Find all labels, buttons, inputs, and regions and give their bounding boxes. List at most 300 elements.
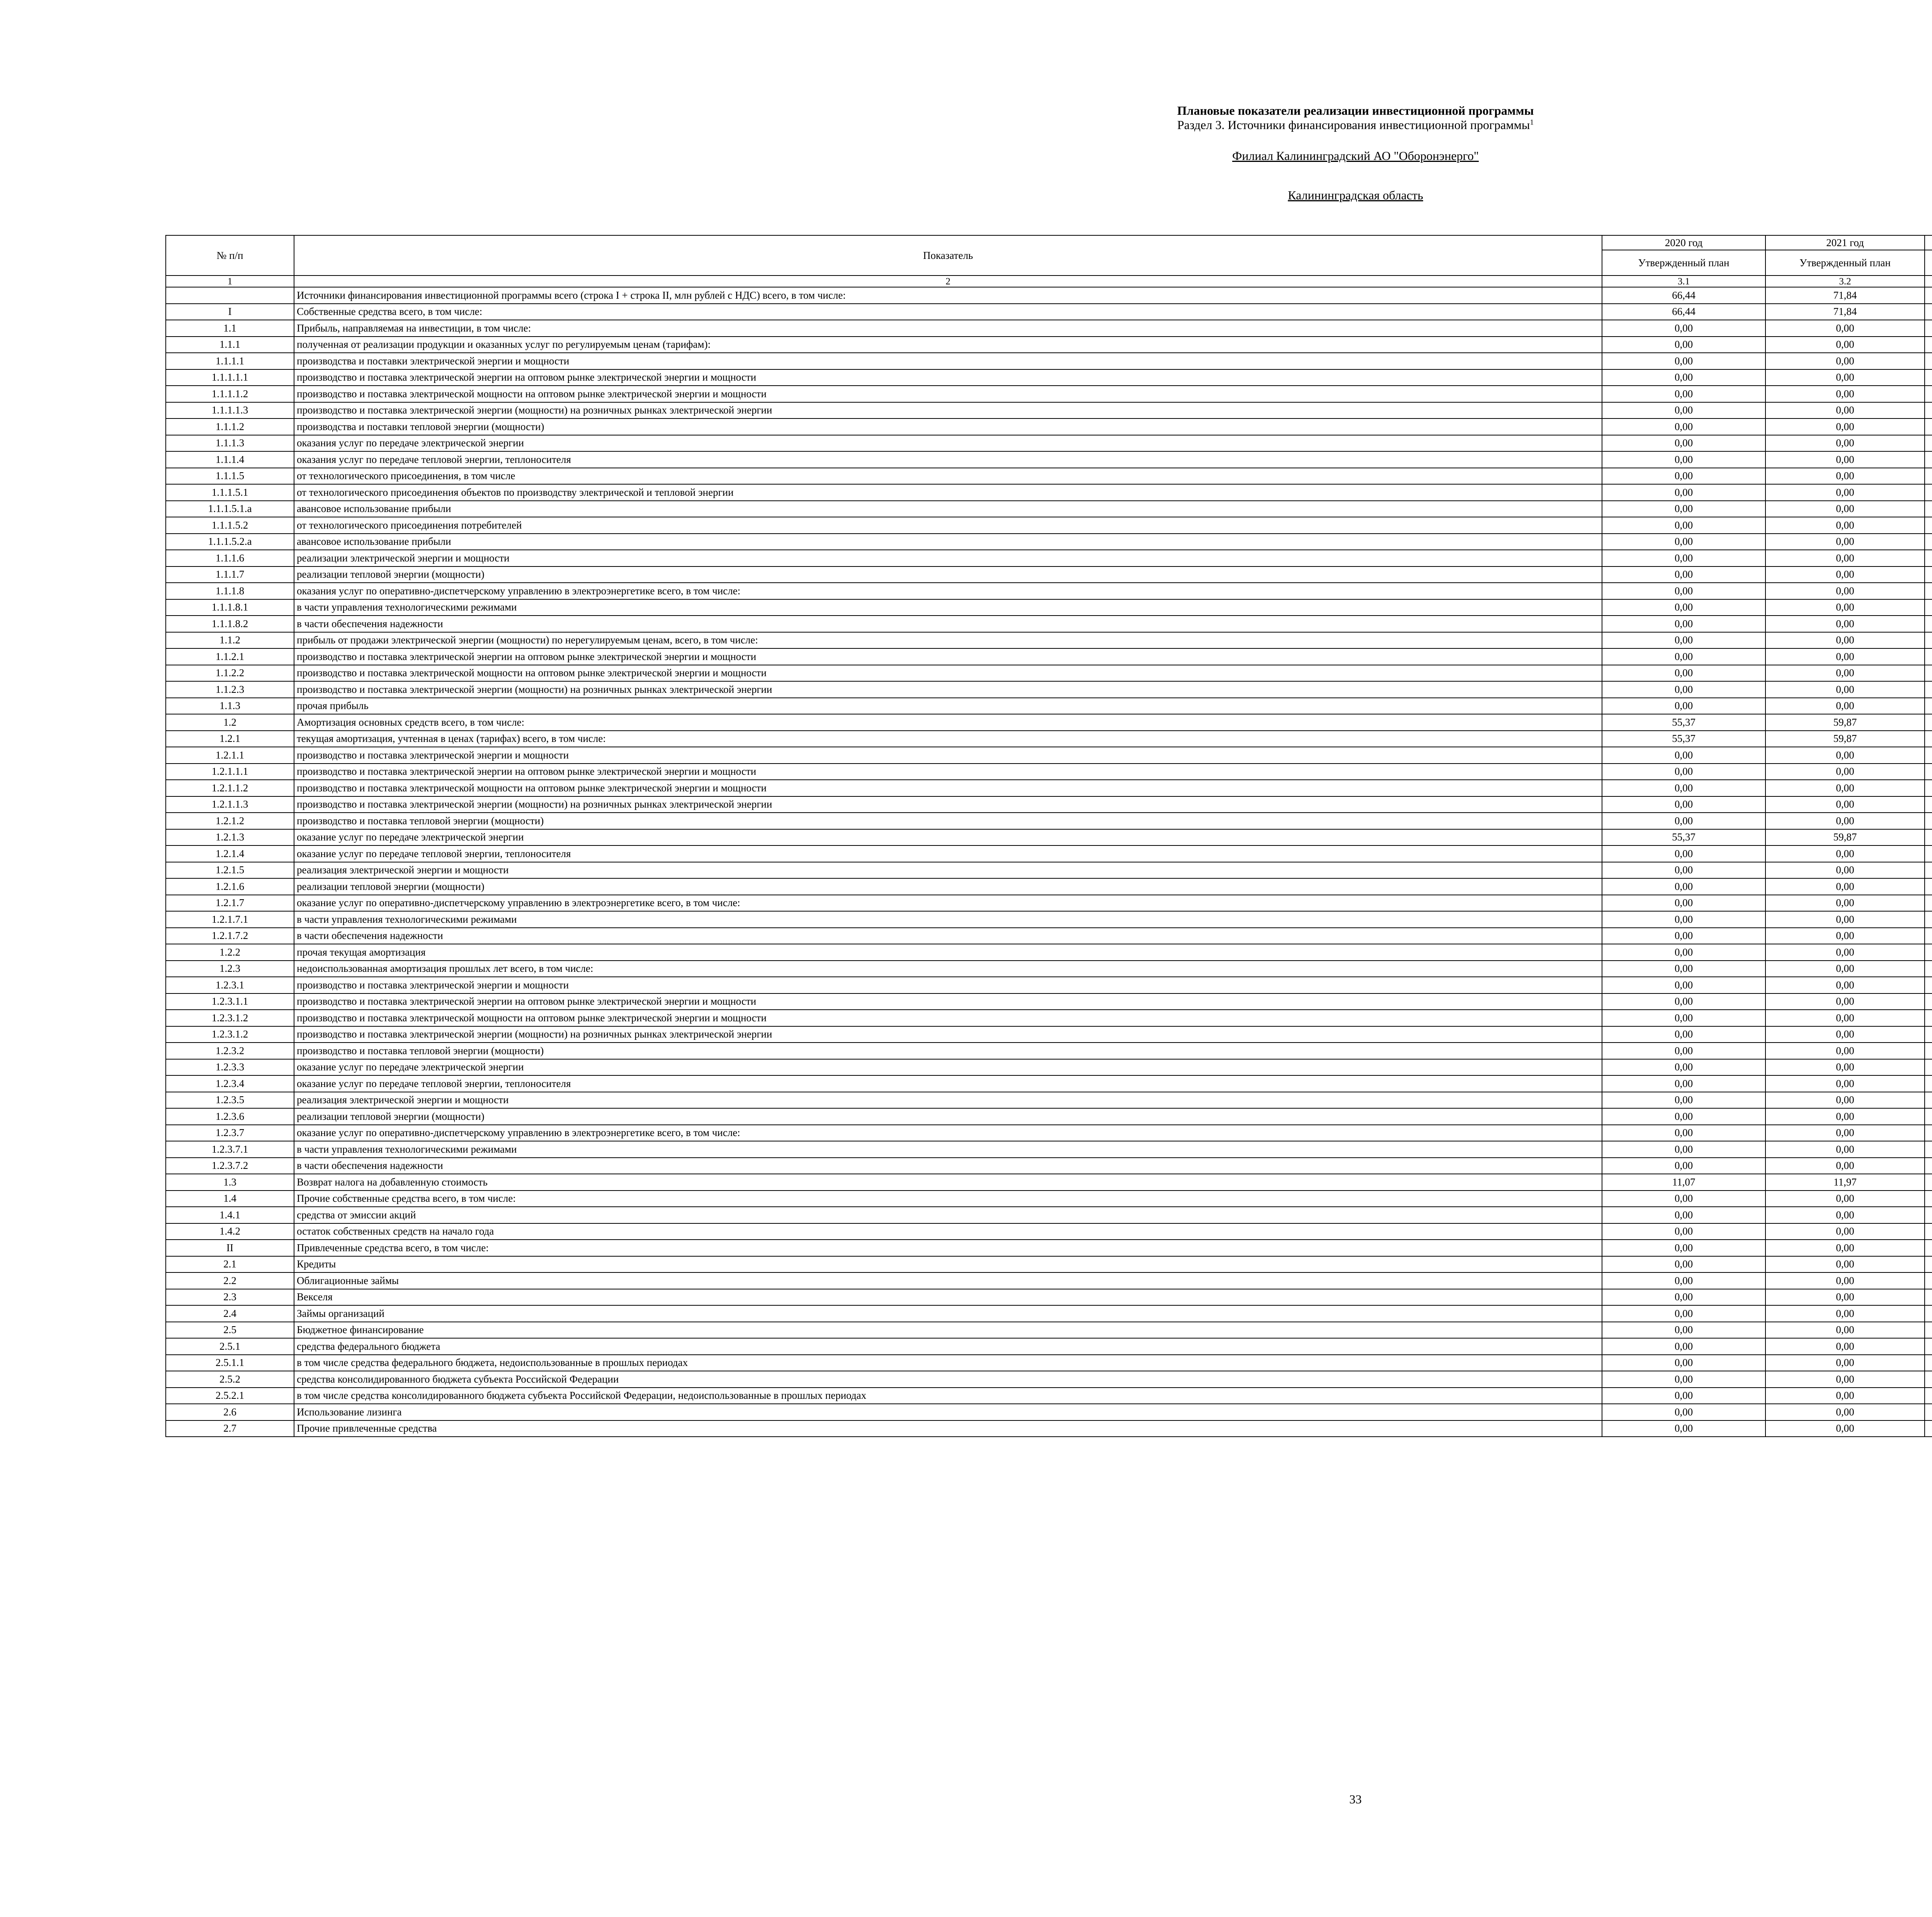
row-year-value: 0,00	[1765, 1256, 1925, 1273]
row-indicator: оказание услуг по передаче тепловой энергии, теплоносителя	[294, 1075, 1602, 1092]
row-year-value: 0,00	[1765, 862, 1925, 879]
row-indicator: оказание услуг по передаче электрической энергии	[294, 1059, 1602, 1076]
row-indicator: реализации тепловой энергии (мощности)	[294, 1108, 1602, 1125]
row-year-value: 0,00	[1602, 977, 1765, 993]
row-year-value: 0,00	[1765, 451, 1925, 468]
row-number: 1.2.3.1	[166, 977, 294, 993]
row-year-value: 0,00	[1765, 599, 1925, 616]
row-year-value: 0,00	[1765, 1322, 1925, 1339]
header-year-2020: 2020 год	[1602, 235, 1765, 250]
table-body	[166, 287, 1932, 1437]
row-year-value	[1925, 1289, 1932, 1306]
row-year-value: 0,00	[1765, 1420, 1925, 1437]
row-year-value: 0,00	[1602, 337, 1765, 353]
row-year-value: 0,00	[1765, 501, 1925, 517]
row-indicator: Собственные средства всего, в том числе:	[294, 304, 1602, 320]
table-row	[166, 1322, 1932, 1339]
column-number: 1	[166, 276, 294, 287]
row-year-value: 0,00	[1602, 993, 1765, 1010]
row-year-value: 0,00	[1765, 698, 1925, 714]
row-number: 1.2.3.7.2	[166, 1158, 294, 1174]
table-row	[166, 1256, 1932, 1273]
row-year-value: 0,00	[1765, 648, 1925, 665]
row-indicator: оказания услуг по передаче электрической энергии	[294, 435, 1602, 452]
row-year-value: 59,87	[1765, 731, 1925, 747]
row-year-value: 0,00	[1602, 1272, 1765, 1289]
row-year-value	[1925, 632, 1932, 649]
row-number: 2.1	[166, 1256, 294, 1273]
row-year-value	[1925, 1223, 1932, 1240]
row-year-value: 71,84	[1765, 304, 1925, 320]
row-number: 1.2.3.2	[166, 1043, 294, 1059]
row-indicator: производства и поставки тепловой энергии (мощности)	[294, 418, 1602, 435]
row-number: 1.1	[166, 320, 294, 337]
table-row	[166, 632, 1932, 649]
row-indicator: производство и поставка электрической энергии на оптовом рынке электрической энергии и мощности	[294, 648, 1602, 665]
row-year-value: 0,00	[1602, 1010, 1765, 1026]
row-year-value: 0,00	[1602, 1371, 1765, 1388]
row-year-value: 0,00	[1765, 468, 1925, 485]
row-year-value: 11,07	[1602, 1174, 1765, 1191]
row-year-value: 0,00	[1602, 911, 1765, 928]
row-year-value	[1925, 698, 1932, 714]
row-year-value: 55,37	[1602, 714, 1765, 731]
table-row	[166, 780, 1932, 796]
table-row	[166, 829, 1932, 846]
table-row	[166, 304, 1932, 320]
row-year-value: 0,00	[1765, 1371, 1925, 1388]
row-number: 2.7	[166, 1420, 294, 1437]
row-number: 1.2.3.1.1	[166, 993, 294, 1010]
row-year-value: 0,00	[1602, 369, 1765, 386]
row-year-value: 0,00	[1602, 961, 1765, 977]
row-indicator: производство и поставка тепловой энергии (мощности)	[294, 1043, 1602, 1059]
region-name	[0, 188, 1932, 202]
row-number: 2.5.1.1	[166, 1355, 294, 1371]
row-number: 2.5.2.1	[166, 1388, 294, 1404]
row-number: 2.2	[166, 1272, 294, 1289]
table-row	[166, 418, 1932, 435]
row-year-value: 0,00	[1765, 1207, 1925, 1223]
row-indicator: реализации тепловой энергии (мощности)	[294, 878, 1602, 895]
row-number: 1.2.3.4	[166, 1075, 294, 1092]
header-indicator: Показатель	[294, 235, 1602, 276]
row-number: 1.1.1.8	[166, 583, 294, 599]
row-year-value: 0,00	[1602, 780, 1765, 796]
header-year-2021: 2021 год	[1765, 235, 1925, 250]
table-row	[166, 468, 1932, 485]
table-row	[166, 1125, 1932, 1141]
table-row	[166, 977, 1932, 993]
row-year-value: 0,00	[1602, 616, 1765, 632]
row-number: 1.1.1.5.1	[166, 484, 294, 501]
row-year-value	[1925, 764, 1932, 780]
row-year-value: 0,00	[1765, 402, 1925, 419]
row-number: 1.1.1.1	[166, 353, 294, 369]
table-row	[166, 845, 1932, 862]
row-year-value: 0,00	[1765, 1075, 1925, 1092]
row-year-value: 0,00	[1602, 320, 1765, 337]
table-row	[166, 583, 1932, 599]
row-number: 1.2.3.1.2	[166, 1026, 294, 1043]
table-row	[166, 878, 1932, 895]
column-number: 2	[294, 276, 1602, 287]
row-year-value: 0,00	[1602, 845, 1765, 862]
row-year-value: 0,00	[1765, 1043, 1925, 1059]
row-year-value	[1925, 780, 1932, 796]
row-year-value	[1925, 796, 1932, 813]
row-year-value: 0,00	[1602, 402, 1765, 419]
header-number: № п/п	[166, 235, 294, 276]
row-year-value	[1925, 747, 1932, 764]
row-year-value: 0,00	[1602, 1338, 1765, 1355]
row-indicator: оказания услуг по передаче тепловой энергии, теплоносителя	[294, 451, 1602, 468]
table-row	[166, 1240, 1932, 1256]
row-indicator: производство и поставка электрической энергии (мощности) на розничных рынках электрической энергии	[294, 796, 1602, 813]
row-number: 1.2.3.5	[166, 1092, 294, 1109]
row-year-value	[1925, 616, 1932, 632]
row-indicator: средства от эмиссии акций	[294, 1207, 1602, 1223]
row-number: 2.3	[166, 1289, 294, 1306]
row-year-value: 0,00	[1602, 813, 1765, 829]
row-number: 1.1.1.1.3	[166, 402, 294, 419]
row-year-value: 0,00	[1765, 1010, 1925, 1026]
table-row	[166, 369, 1932, 386]
row-year-value: 0,00	[1602, 747, 1765, 764]
row-year-value: 0,00	[1765, 1059, 1925, 1076]
row-number: 1.2.1.7.1	[166, 911, 294, 928]
row-year-value: 0,00	[1602, 1240, 1765, 1256]
row-year-value	[1925, 1371, 1932, 1388]
table-row	[166, 993, 1932, 1010]
table-row	[166, 698, 1932, 714]
row-year-value: 0,00	[1765, 369, 1925, 386]
row-year-value: 0,00	[1765, 1092, 1925, 1109]
row-indicator: Использование лизинга	[294, 1404, 1602, 1420]
row-number: 1.2.3.1.2	[166, 1010, 294, 1026]
row-year-value	[1925, 1207, 1932, 1223]
row-indicator: производство и поставка электрической энергии (мощности) на розничных рынках электрической энергии	[294, 402, 1602, 419]
row-indicator: авансовое использование прибыли	[294, 501, 1602, 517]
row-year-value	[1925, 1092, 1932, 1109]
table-row	[166, 895, 1932, 912]
row-year-value: 0,00	[1602, 665, 1765, 682]
row-year-value: 0,00	[1765, 1223, 1925, 1240]
table-row	[166, 1075, 1932, 1092]
row-number: 2.4	[166, 1305, 294, 1322]
row-year-value: 0,00	[1765, 550, 1925, 566]
row-year-value	[1925, 1388, 1932, 1404]
row-year-value	[1925, 517, 1932, 534]
row-year-value	[1925, 566, 1932, 583]
row-year-value: 0,00	[1765, 1404, 1925, 1420]
row-indicator: оказание услуг по передаче электрической энергии	[294, 829, 1602, 846]
row-year-value	[1925, 714, 1932, 731]
document-title: Плановые показатели реализации инвестиционной программы	[1177, 104, 1534, 117]
row-number: 1.2.1.4	[166, 845, 294, 862]
row-year-value: 0,00	[1765, 878, 1925, 895]
row-year-value: 0,00	[1765, 616, 1925, 632]
organization-text: Филиал Калининградский АО "Оборонэнерго"	[1232, 149, 1479, 163]
row-year-value	[1925, 1191, 1932, 1207]
row-year-value: 0,00	[1602, 632, 1765, 649]
row-year-value: 11,97	[1765, 1174, 1925, 1191]
row-number: 1.1.1	[166, 337, 294, 353]
row-indicator: авансовое использование прибыли	[294, 534, 1602, 550]
table-row	[166, 813, 1932, 829]
row-year-value	[1925, 1240, 1932, 1256]
table-row	[166, 550, 1932, 566]
row-year-value: 0,00	[1602, 1092, 1765, 1109]
row-number: 2.5.2	[166, 1371, 294, 1388]
table-row	[166, 402, 1932, 419]
row-year-value	[1925, 599, 1932, 616]
row-number: 1.1.1.1.1	[166, 369, 294, 386]
row-indicator: оказания услуг по оперативно-диспетчерскому управлению в электроэнергетике всего, в том числе:	[294, 583, 1602, 599]
row-indicator: реализации электрической энергии и мощности	[294, 550, 1602, 566]
row-indicator: в том числе средства консолидированного бюджета субъекта Российской Федерации, недоиспользованные в прошлых периодах	[294, 1388, 1602, 1404]
row-year-value: 0,00	[1765, 435, 1925, 452]
row-number: 2.5.1	[166, 1338, 294, 1355]
row-year-value: 0,00	[1602, 1223, 1765, 1240]
row-indicator: от технологического присоединения, в том числе	[294, 468, 1602, 485]
row-year-value: 0,00	[1602, 501, 1765, 517]
column-number: 3.2	[1765, 276, 1925, 287]
row-year-value	[1925, 648, 1932, 665]
table-row	[166, 731, 1932, 747]
row-year-value: 0,00	[1765, 764, 1925, 780]
page-number: 33	[1349, 1792, 1362, 1806]
section-subtitle	[0, 118, 1932, 132]
row-number: 1.1.1.5.1.a	[166, 501, 294, 517]
row-year-value	[1925, 1174, 1932, 1191]
table-row	[166, 961, 1932, 977]
row-year-value: 0,00	[1602, 1256, 1765, 1273]
table-row	[166, 1158, 1932, 1174]
row-year-value: 0,00	[1765, 1272, 1925, 1289]
row-year-value: 0,00	[1765, 1388, 1925, 1404]
row-year-value: 0,00	[1602, 895, 1765, 912]
row-indicator: в части обеспечения надежности	[294, 616, 1602, 632]
row-year-value	[1925, 1256, 1932, 1273]
row-year-value	[1925, 501, 1932, 517]
table-row	[166, 1289, 1932, 1306]
row-year-value	[1925, 484, 1932, 501]
row-number: 1.1.1.5	[166, 468, 294, 485]
header-year-2022	[1925, 235, 1932, 250]
row-number: 2.5	[166, 1322, 294, 1339]
row-indicator: в части управления технологическими режимами	[294, 599, 1602, 616]
row-year-value: 0,00	[1765, 944, 1925, 961]
row-indicator: прочая текущая амортизация	[294, 944, 1602, 961]
row-year-value: 0,00	[1765, 320, 1925, 337]
row-indicator: оказание услуг по передаче тепловой энергии, теплоносителя	[294, 845, 1602, 862]
row-year-value: 0,00	[1602, 435, 1765, 452]
row-indicator: производство и поставка электрической энергии (мощности) на розничных рынках электрической энергии	[294, 681, 1602, 698]
row-year-value	[1925, 911, 1932, 928]
table-row	[166, 911, 1932, 928]
footnote-marker: 1	[1530, 118, 1534, 127]
row-year-value: 0,00	[1765, 418, 1925, 435]
table-row	[166, 566, 1932, 583]
row-number: 1.2.1.1.2	[166, 780, 294, 796]
row-number: I	[166, 304, 294, 320]
row-year-value: 0,00	[1602, 1207, 1765, 1223]
table-row	[166, 1404, 1932, 1420]
table-row	[166, 435, 1932, 452]
table-row	[166, 1174, 1932, 1191]
table-row	[166, 1043, 1932, 1059]
row-year-value	[1925, 665, 1932, 682]
row-year-value: 0,00	[1765, 895, 1925, 912]
table-row	[166, 1010, 1932, 1026]
row-year-value: 0,00	[1602, 386, 1765, 402]
row-number: 1.2	[166, 714, 294, 731]
row-year-value	[1925, 1420, 1932, 1437]
table-row	[166, 1338, 1932, 1355]
row-year-value	[1925, 402, 1932, 419]
row-year-value: 0,00	[1765, 1141, 1925, 1158]
row-year-value: 0,00	[1765, 780, 1925, 796]
row-year-value	[1925, 813, 1932, 829]
row-number: 1.4.2	[166, 1223, 294, 1240]
row-year-value: 0,00	[1602, 550, 1765, 566]
row-year-value	[1925, 1075, 1932, 1092]
row-year-value: 0,00	[1765, 747, 1925, 764]
row-year-value	[1925, 1043, 1932, 1059]
row-indicator: от технологического присоединения объектов по производству электрической и тепловой энергии	[294, 484, 1602, 501]
row-year-value	[1925, 386, 1932, 402]
row-year-value: 0,00	[1602, 534, 1765, 550]
row-indicator: прочая прибыль	[294, 698, 1602, 714]
row-year-value: 0,00	[1765, 845, 1925, 862]
row-year-value: 0,00	[1765, 632, 1925, 649]
column-number: 3.1	[1602, 276, 1765, 287]
row-number: 1.2.1.1.3	[166, 796, 294, 813]
row-number: 2.6	[166, 1404, 294, 1420]
row-year-value	[1925, 287, 1932, 304]
row-number: II	[166, 1240, 294, 1256]
row-number: 1.1.1.4	[166, 451, 294, 468]
table-row	[166, 1355, 1932, 1371]
table-row	[166, 1223, 1932, 1240]
table-row	[166, 337, 1932, 353]
row-year-value	[1925, 1322, 1932, 1339]
row-number: 1.1.1.1.2	[166, 386, 294, 402]
row-year-value: 0,00	[1602, 862, 1765, 879]
row-number: 1.2.3.6	[166, 1108, 294, 1125]
row-number: 1.4	[166, 1191, 294, 1207]
row-year-value: 0,00	[1602, 418, 1765, 435]
table-row	[166, 1305, 1932, 1322]
row-number: 1.2.1.6	[166, 878, 294, 895]
table-row	[166, 714, 1932, 731]
row-year-value	[1925, 829, 1932, 846]
row-year-value	[1925, 1272, 1932, 1289]
row-year-value: 59,87	[1765, 829, 1925, 846]
row-indicator: текущая амортизация, учтенная в ценах (тарифах) всего, в том числе:	[294, 731, 1602, 747]
row-year-value: 55,37	[1602, 829, 1765, 846]
row-year-value: 0,00	[1765, 1191, 1925, 1207]
row-year-value	[1925, 1404, 1932, 1420]
row-year-value	[1925, 534, 1932, 550]
table-row	[166, 665, 1932, 682]
table-row	[166, 386, 1932, 402]
row-year-value: 0,00	[1765, 961, 1925, 977]
row-year-value: 0,00	[1602, 599, 1765, 616]
table-row	[166, 648, 1932, 665]
row-indicator: производство и поставка электрической мощности на оптовом рынке электрической энергии и мощности	[294, 780, 1602, 796]
row-year-value: 0,00	[1765, 1305, 1925, 1322]
row-number: 1.2.2	[166, 944, 294, 961]
table-row	[166, 928, 1932, 944]
row-year-value	[1925, 993, 1932, 1010]
row-year-value: 0,00	[1602, 468, 1765, 485]
table-row	[166, 862, 1932, 879]
row-indicator: производство и поставка электрической энергии на оптовом рынке электрической энергии и мощности	[294, 369, 1602, 386]
row-number: 1.1.1.7	[166, 566, 294, 583]
row-number: 1.1.2.1	[166, 648, 294, 665]
row-year-value	[1925, 468, 1932, 485]
table-row	[166, 1141, 1932, 1158]
row-year-value: 0,00	[1765, 911, 1925, 928]
row-indicator: производство и поставка электрической энергии (мощности) на розничных рынках электрической энергии	[294, 1026, 1602, 1043]
row-year-value	[1925, 1010, 1932, 1026]
row-indicator: производство и поставка тепловой энергии (мощности)	[294, 813, 1602, 829]
row-number: 1.2.1.3	[166, 829, 294, 846]
row-indicator: Кредиты	[294, 1256, 1602, 1273]
table-row	[166, 1108, 1932, 1125]
row-year-value: 0,00	[1602, 1158, 1765, 1174]
row-year-value: 0,00	[1602, 1191, 1765, 1207]
header-approved-plan	[1925, 250, 1932, 276]
row-year-value: 0,00	[1765, 681, 1925, 698]
row-year-value: 0,00	[1765, 1289, 1925, 1306]
row-year-value: 0,00	[1765, 1125, 1925, 1141]
row-year-value: 0,00	[1602, 1075, 1765, 1092]
row-number: 1.1.1.8.2	[166, 616, 294, 632]
row-indicator: оказание услуг по оперативно-диспетчерскому управлению в электроэнергетике всего, в том числе:	[294, 895, 1602, 912]
row-number: 1.1.1.8.1	[166, 599, 294, 616]
row-year-value: 0,00	[1765, 1158, 1925, 1174]
table-row	[166, 796, 1932, 813]
row-year-value	[1925, 320, 1932, 337]
row-year-value	[1925, 681, 1932, 698]
row-year-value: 59,87	[1765, 714, 1925, 731]
row-indicator: Прочие собственные средства всего, в том числе:	[294, 1191, 1602, 1207]
row-year-value: 0,00	[1765, 665, 1925, 682]
row-indicator: в части обеспечения надежности	[294, 928, 1602, 944]
row-year-value	[1925, 1355, 1932, 1371]
row-year-value: 0,00	[1602, 1289, 1765, 1306]
row-indicator: Привлеченные средства всего, в том числе:	[294, 1240, 1602, 1256]
row-number: 1.4.1	[166, 1207, 294, 1223]
region-text: Калининградская область	[1287, 188, 1423, 202]
row-year-value: 0,00	[1602, 1026, 1765, 1043]
table-row	[166, 534, 1932, 550]
row-indicator: в части обеспечения надежности	[294, 1158, 1602, 1174]
row-number: 1.2.3	[166, 961, 294, 977]
row-indicator: от технологического присоединения потребителей	[294, 517, 1602, 534]
row-year-value: 0,00	[1602, 1108, 1765, 1125]
table-row	[166, 1371, 1932, 1388]
row-year-value	[1925, 304, 1932, 320]
row-indicator: недоиспользованная амортизация прошлых лет всего, в том числе:	[294, 961, 1602, 977]
row-year-value: 0,00	[1602, 1404, 1765, 1420]
row-year-value: 55,37	[1602, 731, 1765, 747]
row-year-value: 0,00	[1602, 583, 1765, 599]
row-year-value: 0,00	[1602, 878, 1765, 895]
